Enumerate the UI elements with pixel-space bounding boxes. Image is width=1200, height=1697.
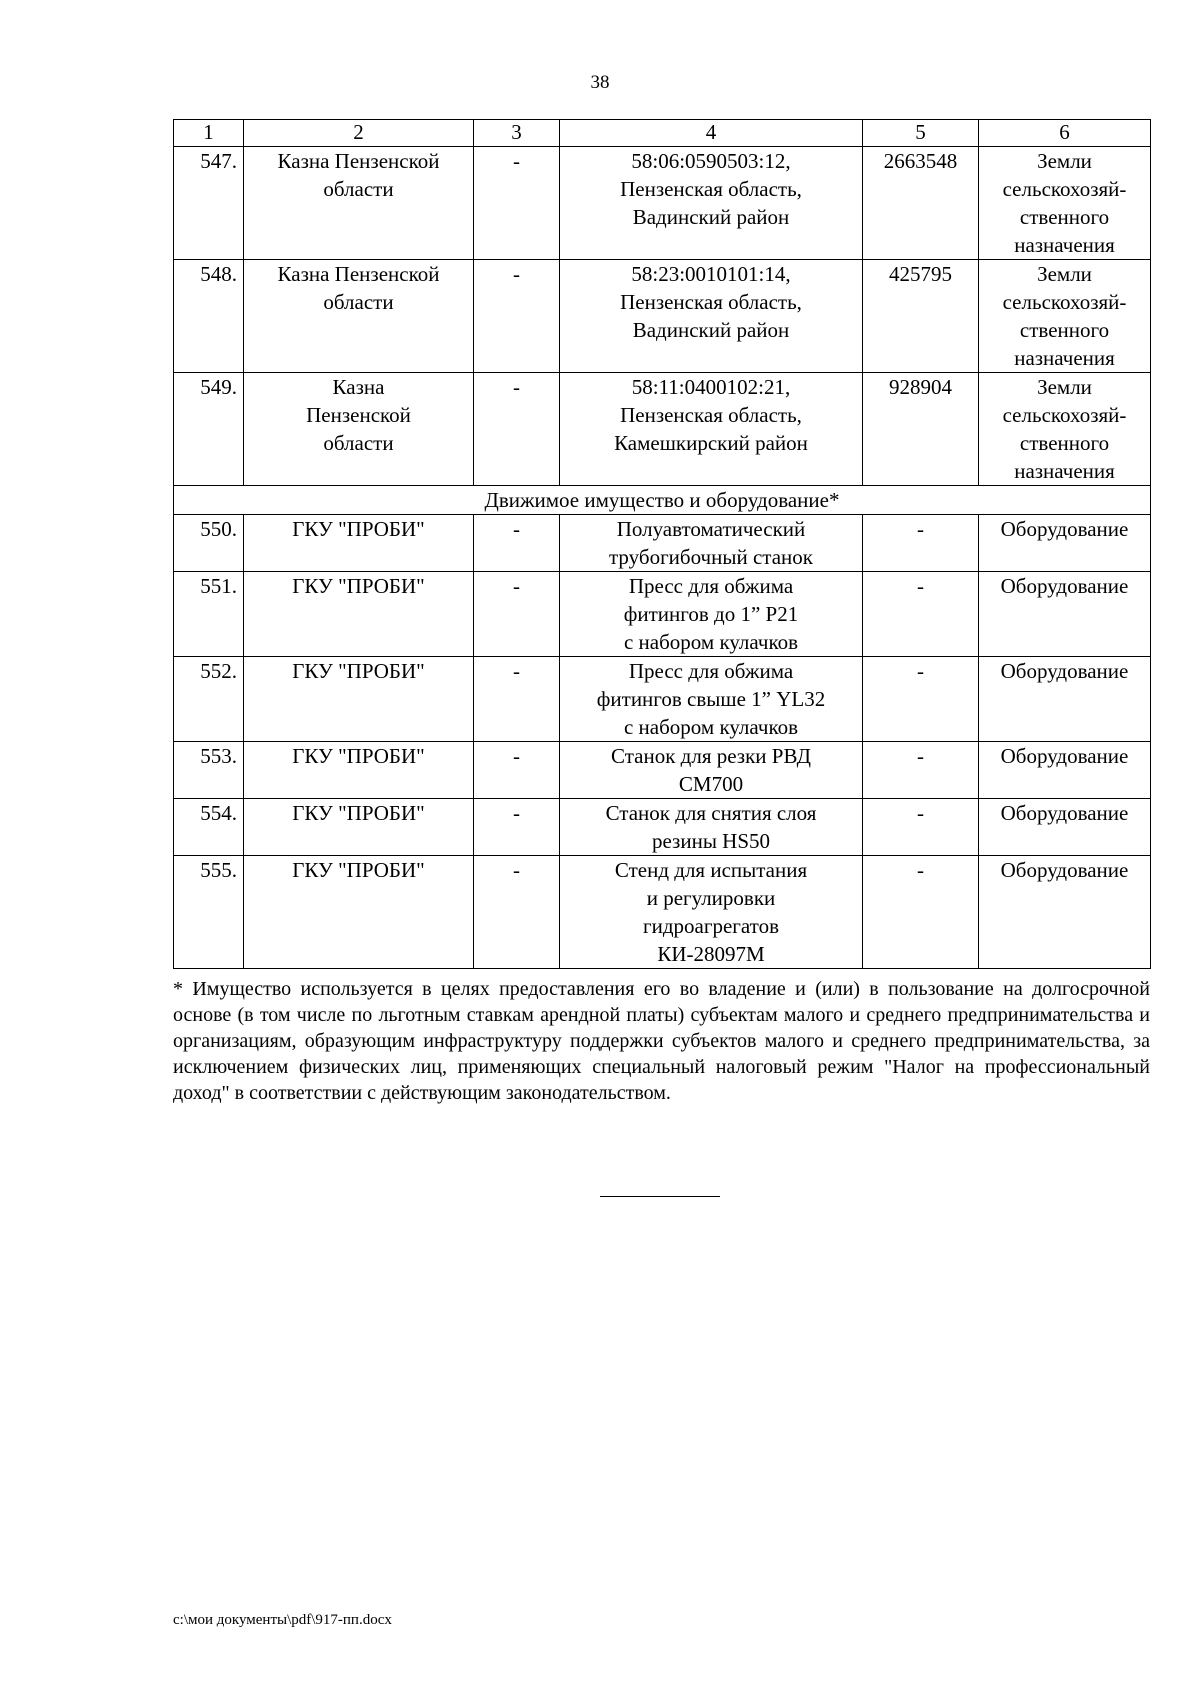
description-cell (560, 373, 863, 486)
description-cell (560, 799, 863, 856)
description-cell-line: 58:06:0590503:12, (631, 149, 791, 173)
type-cell-line: Оборудование (1000, 858, 1129, 882)
holder-cell (244, 515, 474, 572)
type-cell (979, 856, 1151, 969)
description-cell-line: Пензенская область, (620, 177, 802, 201)
description-cell-line: Пресс для обжима (628, 574, 794, 598)
row-number: 554. (174, 799, 244, 856)
description-cell-line: гидроагрегатов (643, 914, 779, 938)
table-row (174, 572, 1151, 657)
type-cell-line: Оборудование (1000, 517, 1129, 541)
description-cell-line: с набором кулачков (623, 630, 798, 654)
row-number: 552. (174, 657, 244, 742)
description-cell (560, 515, 863, 572)
description-cell-line: Станок для резки РВД (610, 744, 812, 768)
holder-cell (244, 657, 474, 742)
holder-cell (244, 373, 474, 486)
holder-cell-line: области (323, 431, 394, 455)
description-cell-line: 58:11:0400102:21, (631, 375, 791, 399)
description-cell-line: Вадинский район (632, 318, 790, 342)
type-cell-line: сельскохозяй- (1002, 290, 1127, 314)
holder-cell (244, 260, 474, 373)
column-3-cell: - (474, 799, 560, 856)
description-cell-line: Стенд для испытания (614, 858, 808, 882)
description-cell (560, 657, 863, 742)
column-3-cell: - (474, 742, 560, 799)
type-cell-line: Оборудование (1000, 574, 1129, 598)
file-path: c:\мои документы\pdf\917-пп.docx (173, 1612, 392, 1628)
type-cell (979, 260, 1151, 373)
description-cell-line: 58:23:0010101:14, (631, 262, 791, 286)
holder-cell (244, 799, 474, 856)
column-header: 6 (979, 120, 1151, 147)
column-5-cell: - (863, 515, 979, 572)
row-number: 555. (174, 856, 244, 969)
table-row (174, 657, 1151, 742)
description-cell (560, 742, 863, 799)
column-header: 3 (474, 120, 560, 147)
type-cell-line: Оборудование (1000, 801, 1129, 825)
description-cell-line: и регулировки (646, 886, 776, 910)
holder-cell (244, 856, 474, 969)
column-3-cell: - (474, 260, 560, 373)
column-header: 4 (560, 120, 863, 147)
description-cell-line: CM700 (678, 772, 744, 796)
description-cell-line: трубогибочный станок (609, 545, 813, 569)
type-cell-line: Оборудование (1000, 744, 1129, 768)
type-cell-line: ственного (1019, 205, 1110, 229)
type-cell-line: сельскохозяй- (1002, 403, 1127, 427)
holder-cell-line: области (323, 290, 394, 314)
column-5-cell: 928904 (863, 373, 979, 486)
type-cell (979, 373, 1151, 486)
type-cell-line: сельскохозяй- (1002, 177, 1127, 201)
page-number: 38 (590, 72, 610, 93)
type-cell-line: Земли (1037, 262, 1092, 286)
description-cell (560, 147, 863, 260)
type-cell (979, 742, 1151, 799)
section-row (174, 486, 1151, 515)
end-divider (600, 1196, 720, 1197)
type-cell-line: Земли (1037, 149, 1092, 173)
section-title: Движимое имущество и оборудование* (174, 486, 1151, 515)
description-cell (560, 856, 863, 969)
column-5-cell: - (863, 572, 979, 657)
table-row (174, 742, 1151, 799)
row-number: 547. (174, 147, 244, 260)
column-header: 1 (174, 120, 244, 147)
type-cell-line: назначения (1014, 346, 1115, 370)
footnote: * Имущество используется в целях предоставления его во владение и (или) в пользование на долгосрочной основе (в том числе по льготным ставкам арендной платы) субъектам малого и среднего предпринимательства и организациям, образующим инфраструктуру поддержки субъектов малого и среднего предпринимательства, за исключением физических лиц, применяющих специальный налоговый режим "Налог на профессиональный доход" в соответствии с действующим законодательством. (173, 978, 1150, 1104)
type-cell (979, 515, 1151, 572)
column-header: 2 (244, 120, 474, 147)
description-cell-line: Пресс для обжима (628, 659, 794, 683)
row-number: 553. (174, 742, 244, 799)
description-cell-line: Вадинский район (632, 205, 790, 229)
holder-cell-line: ГКУ "ПРОБИ" (292, 744, 425, 768)
column-3-cell: - (474, 373, 560, 486)
description-cell-line: фитингов свыше 1” YL32 (596, 687, 826, 711)
table-header-row (174, 120, 1151, 147)
table-row (174, 856, 1151, 969)
property-table (173, 119, 1151, 969)
description-cell-line: фитингов до 1” P21 (623, 602, 799, 626)
table-row (174, 260, 1151, 373)
holder-cell (244, 742, 474, 799)
description-cell-line: Станок для снятия слоя (605, 801, 817, 825)
holder-cell-line: области (323, 177, 394, 201)
holder-cell-line: Казна Пензенской (277, 262, 440, 286)
type-cell (979, 657, 1151, 742)
holder-cell-line: Казна Пензенской (277, 149, 440, 173)
column-3-cell: - (474, 856, 560, 969)
type-cell-line: ственного (1019, 431, 1110, 455)
column-5-cell: - (863, 657, 979, 742)
holder-cell-line: Пензенской (306, 403, 411, 427)
description-cell-line: резины HS50 (651, 829, 771, 853)
column-header: 5 (863, 120, 979, 147)
holder-cell (244, 147, 474, 260)
type-cell-line: назначения (1014, 459, 1115, 483)
holder-cell-line: ГКУ "ПРОБИ" (292, 659, 425, 683)
column-3-cell: - (474, 147, 560, 260)
column-3-cell: - (474, 657, 560, 742)
holder-cell-line: ГКУ "ПРОБИ" (292, 801, 425, 825)
holder-cell-line: ГКУ "ПРОБИ" (292, 574, 425, 598)
description-cell (560, 260, 863, 373)
type-cell-line: назначения (1014, 233, 1115, 257)
holder-cell-line: ГКУ "ПРОБИ" (292, 517, 425, 541)
type-cell (979, 572, 1151, 657)
description-cell (560, 572, 863, 657)
type-cell (979, 147, 1151, 260)
type-cell-line: Земли (1037, 375, 1092, 399)
column-3-cell: - (474, 515, 560, 572)
row-number: 550. (174, 515, 244, 572)
column-5-cell: - (863, 856, 979, 969)
table-row (174, 515, 1151, 572)
description-cell-line: КИ-28097М (657, 942, 765, 966)
type-cell-line: ственного (1019, 318, 1110, 342)
description-cell-line: Пензенская область, (620, 290, 802, 314)
row-number: 548. (174, 260, 244, 373)
column-5-cell: - (863, 742, 979, 799)
row-number: 551. (174, 572, 244, 657)
table-row (174, 147, 1151, 260)
holder-cell (244, 572, 474, 657)
column-5-cell: 425795 (863, 260, 979, 373)
column-3-cell: - (474, 572, 560, 657)
type-cell-line: Оборудование (1000, 659, 1129, 683)
column-5-cell: - (863, 799, 979, 856)
description-cell-line: Полуавтоматический (616, 517, 806, 541)
holder-cell-line: Казна (332, 375, 385, 399)
column-5-cell: 2663548 (863, 147, 979, 260)
description-cell-line: с набором кулачков (623, 715, 798, 739)
description-cell-line: Пензенская область, (620, 403, 802, 427)
row-number: 549. (174, 373, 244, 486)
table-row (174, 373, 1151, 486)
table-row (174, 799, 1151, 856)
description-cell-line: Камешкирский район (614, 431, 808, 455)
type-cell (979, 799, 1151, 856)
holder-cell-line: ГКУ "ПРОБИ" (292, 858, 425, 882)
